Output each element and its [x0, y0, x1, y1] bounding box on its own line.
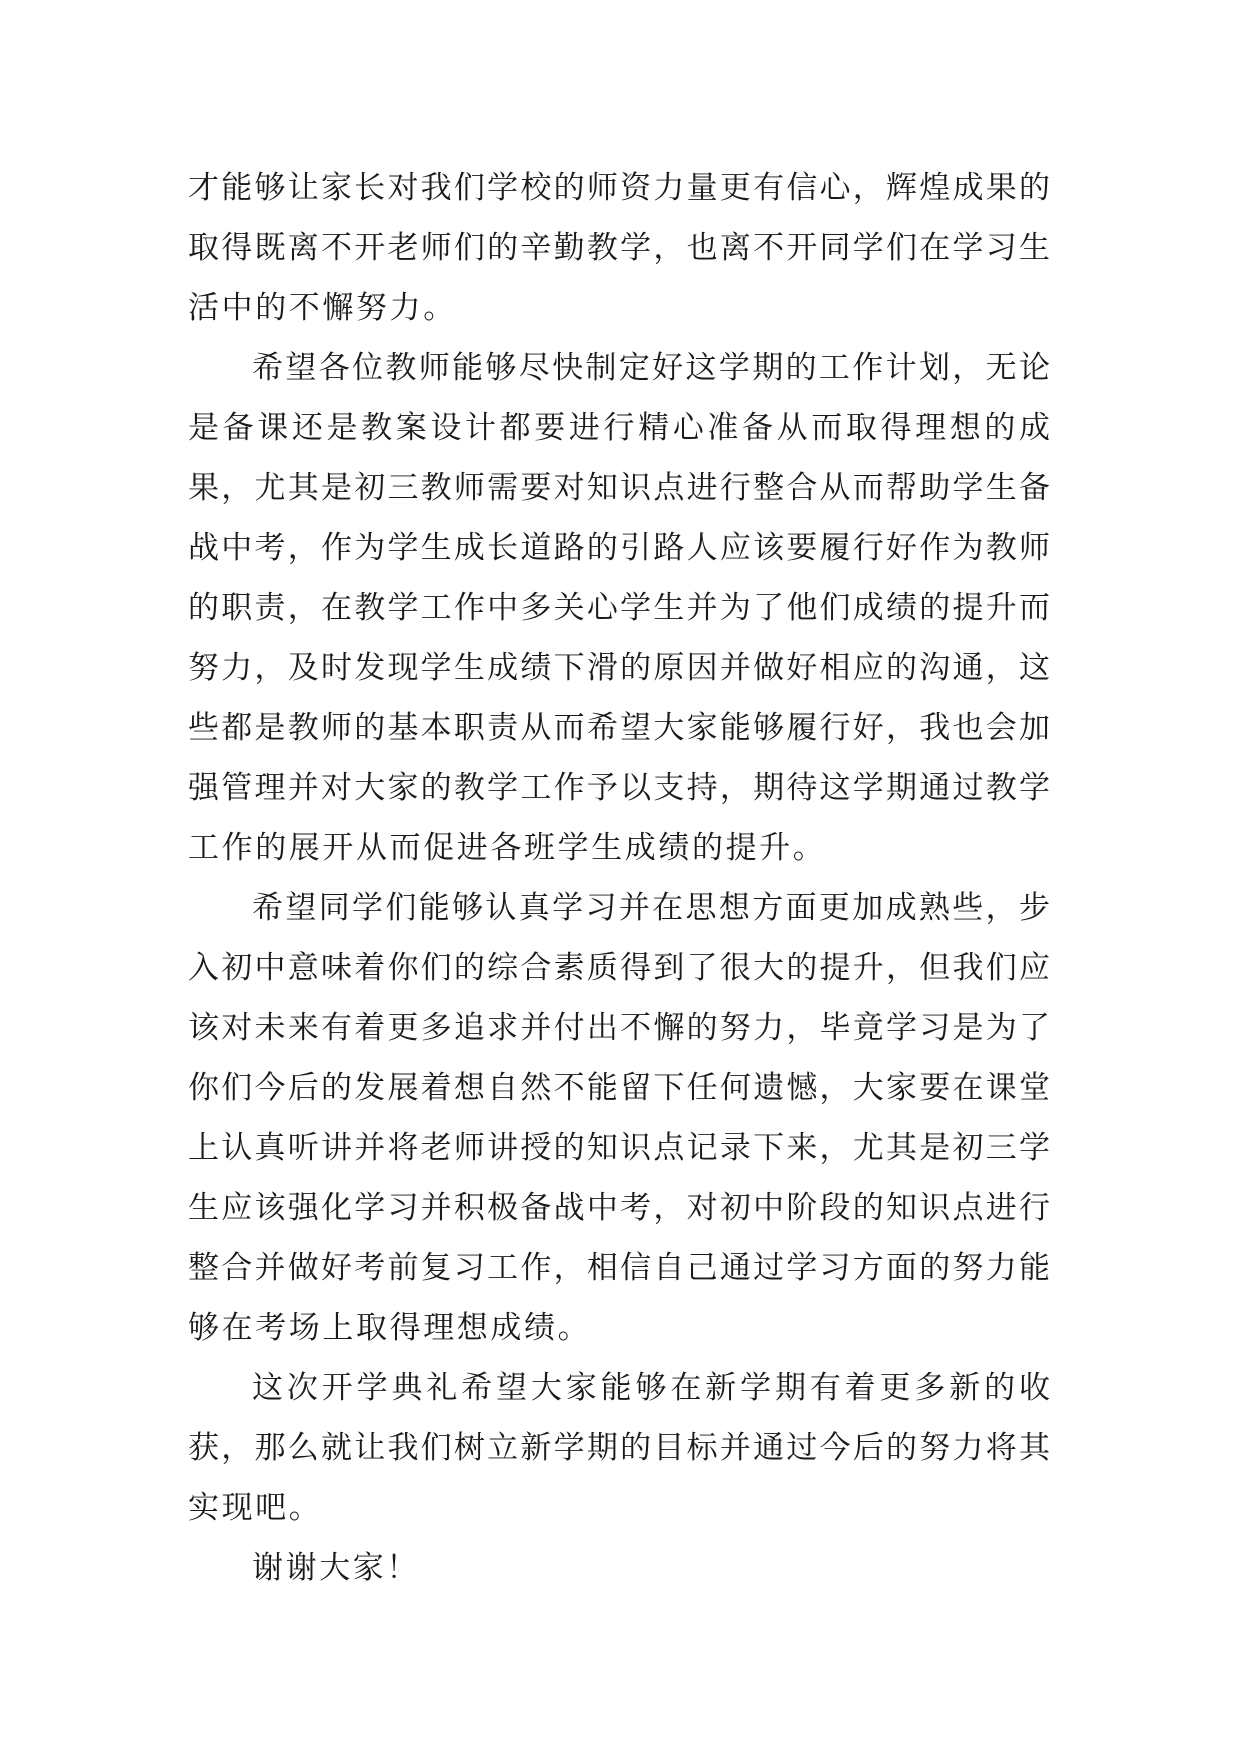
text-line: 果，尤其是初三教师需要对知识点进行整合从而帮助学生备 — [188, 470, 1050, 506]
text-line: 希望各位教师能够尽快制定好这学期的工作计划，无论 — [252, 350, 1050, 386]
text-line: 努力，及时发现学生成绩下滑的原因并做好相应的沟通，这 — [188, 650, 1050, 686]
text-line: 工作的展开从而促进各班学生成绩的提升。 — [188, 830, 827, 866]
text-line: 上认真听讲并将老师讲授的知识点记录下来，尤其是初三学 — [188, 1130, 1050, 1166]
text-line: 该对未来有着更多追求并付出不懈的努力，毕竟学习是为了 — [188, 1010, 1050, 1046]
text-line: 的职责，在教学工作中多关心学生并为了他们成绩的提升而 — [188, 590, 1050, 626]
text-line: 才能够让家长对我们学校的师资力量更有信心，辉煌成果的 — [188, 170, 1050, 206]
text-line: 你们今后的发展着想自然不能留下任何遗憾，大家要在课堂 — [188, 1070, 1050, 1106]
text-line: 取得既离不开老师们的辛勤教学，也离不开同学们在学习生 — [188, 230, 1050, 266]
text-line: 战中考，作为学生成长道路的引路人应该要履行好作为教师 — [188, 530, 1050, 566]
text-line: 实现吧。 — [188, 1490, 323, 1526]
text-line: 是备课还是教案设计都要进行精心准备从而取得理想的成 — [188, 410, 1050, 446]
document-body — [188, 158, 1050, 1598]
paragraph-1 — [188, 158, 1050, 338]
paragraph-4 — [188, 1358, 1050, 1538]
paragraph-3 — [188, 878, 1050, 1358]
text-line: 希望同学们能够认真学习并在思想方面更加成熟些，步 — [252, 890, 1050, 926]
text-line: 活中的不懈努力。 — [188, 290, 457, 326]
text-line: 些都是教师的基本职责从而希望大家能够履行好，我也会加 — [188, 710, 1050, 746]
text-line: 获，那么就让我们树立新学期的目标并通过今后的努力将其 — [188, 1430, 1050, 1466]
paragraph-5 — [188, 1538, 1050, 1598]
text-line: 强管理并对大家的教学工作予以支持，期待这学期通过教学 — [188, 770, 1050, 806]
text-line: 这次开学典礼希望大家能够在新学期有着更多新的收 — [252, 1370, 1050, 1406]
text-line: 整合并做好考前复习工作，相信自己通过学习方面的努力能 — [188, 1250, 1050, 1286]
text-line: 入初中意味着你们的综合素质得到了很大的提升，但我们应 — [188, 950, 1050, 986]
text-line: 够在考场上取得理想成绩。 — [188, 1310, 592, 1346]
text-line: 生应该强化学习并积极备战中考，对初中阶段的知识点进行 — [188, 1190, 1050, 1226]
paragraph-2 — [188, 338, 1050, 878]
closing-line: 谢谢大家！ — [252, 1550, 420, 1586]
